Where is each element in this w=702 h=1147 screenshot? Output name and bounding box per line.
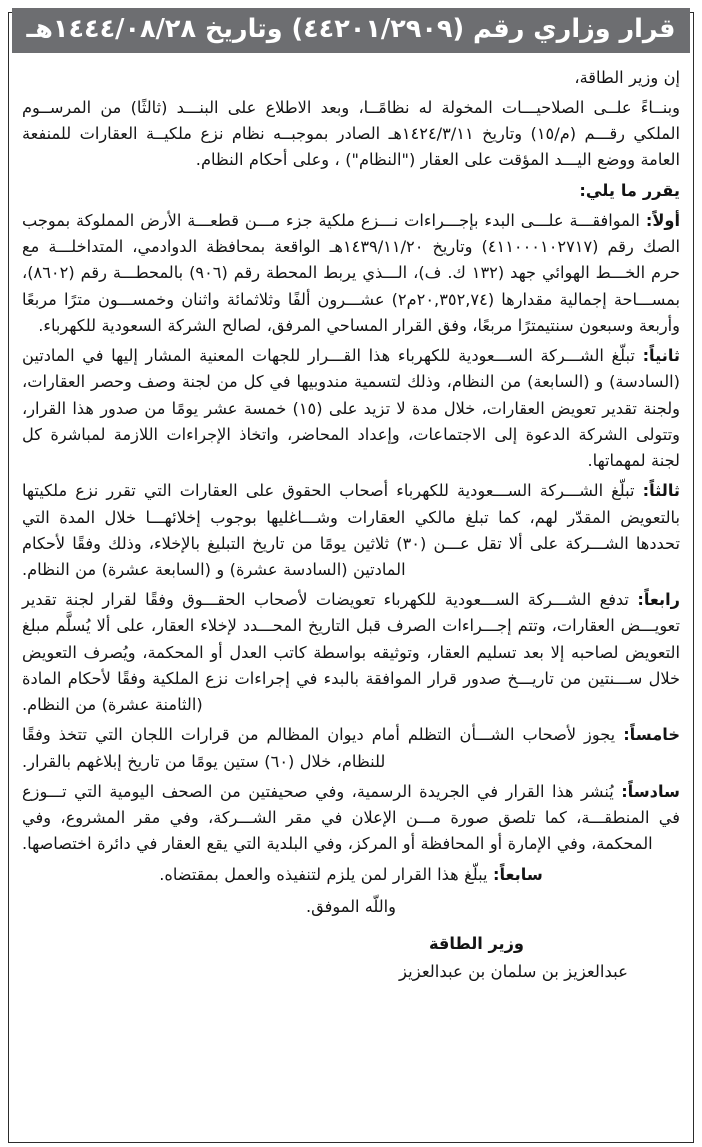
clause-sixth-label: سادساً:	[621, 781, 680, 801]
clause-third-text: تبلّغ الشـــركة الســـعودية للكهرباء أصحاب الحقوق على العقارات التي تقرر نزع ملكيتها بالتعويض المقدّر لهم، كما تبلغ مالكي العقارات وشـــاغليها بوجوب إخلائهـــا خلال المدة التي تحددها الشـــركة على ألا تقل عـــن (٣٠) ثلاثين يومًا من تاريخ التبليغ بالإخلاء، وذلك وفقًا لأحكام المادتين (السادسة عشرة) و (السابعة عشرة) من النظام.	[22, 481, 680, 579]
clause-second	[22, 343, 680, 474]
clause-first-label: أولاً:	[645, 210, 680, 230]
clause-sixth	[22, 779, 680, 858]
clause-third-label: ثالثاً:	[642, 481, 680, 501]
clause-first	[22, 208, 680, 339]
clause-seventh-label: سابعاً:	[492, 864, 543, 884]
clause-seventh-text: يبلّغ هذا القرار لمن يلزم لتنفيذه والعمل بمقتضاه.	[159, 864, 488, 884]
clause-second-text: تبلّغ الشـــركة الســـعودية للكهرباء هذا القـــرار للجهات المعنية المشار إليها في المادتين (السادسة) و (السابعة) من النظام، وذلك لتسمية مندوبيها في كل من لجنة وصف وحصر العقارات، ولجنة تقدير تعويض العقارات، خلال مدة لا تزيد على (١٥) خمسة عشر يومًا من صدور هذا القرار، وتتولى الشركة الدعوة إلى الاجتماعات، وإعداد المحاضر، واتخاذ الإجراءات اللازمة لمباشرة كل لجنة لمهماتها.	[22, 346, 680, 471]
decides-label: يقرر ما يلي:	[579, 180, 680, 200]
signature-name: عبدالعزيز بن سلمان بن عبدالعزيز	[399, 962, 628, 982]
clause-second-label: ثانياً:	[642, 346, 680, 366]
preamble-paragraph: وبنــاءً علــى الصلاحيـــات المخولة له نظامًــا، وبعد الاطلاع على البنـــد (ثالثًا) من المرســوم الملكي رقـــم (م/١٥) وتاريخ ١٤٢٤/٣/١١هـ الصادر بموجبــه نظام نزع ملكيــة العقارات للمنفعة العامة ووضع اليـــد المؤقت على العقار ("النظام") ، وعلى أحكام النظام.	[22, 98, 680, 170]
clause-sixth-text: يُنشر هذا القرار في الجريدة الرسمية، وفي صحيفتين من الصحف اليومية التي تـــوزع في المنطقـــة، كما تلصق صورة مـــن الإعلان في مقر الشـــركة، وفي مقر المشروع، وفي المحكمة، وفي الإمارة أو المحافظة أو المركز، وفي البلدية التي يقع العقار في دائرة اختصاصها.	[22, 781, 680, 854]
decree-title: قرار وزاري رقم (٤٤٢٠١/٢٩٠٩) وتاريخ ١٤٤٤/٠٨/٢٨هـ	[26, 14, 676, 44]
decree-header-bar	[12, 8, 690, 53]
signature-block	[22, 930, 680, 987]
clause-seventh	[22, 862, 680, 888]
clause-fifth-label: خامساً:	[623, 725, 680, 745]
decree-page	[0, 8, 702, 1147]
signature-role: وزير الطاقة	[428, 933, 524, 953]
clause-fifth	[22, 722, 680, 774]
clause-fourth	[22, 587, 680, 718]
clause-fourth-label: رابعاً:	[637, 590, 680, 610]
clause-fourth-text: تدفع الشـــركة الســـعودية للكهرباء تعويضات لأصحاب الحقـــوق وفقًا لقرار لجنة تقدير تعويـــض العقارات، وتتم إجـــراءات الصرف قبل التاريخ المحـــدد لإخلاء العقار، على ألا يُسلَّم مبلغ التعويض لصاحبه إلا بعد تسليم العقار، وتوثيقه بواسطة كاتب العدل أو المحكمة، ويُصرف التعويض خلال ســـنتين من تاريـــخ صدور قرار الموافقة بالبدء في إجراءات نزع الملكية وفقًا لأحكام المادة (الثامنة عشرة) من النظام.	[22, 590, 680, 715]
opening-line: إن وزير الطاقة،	[574, 67, 680, 87]
decree-body	[22, 53, 680, 987]
clause-third	[22, 478, 680, 583]
closing-line: واللّه الموفق.	[306, 896, 396, 916]
clause-fifth-text: يجوز لأصحاب الشـــأن التظلم أمام ديوان المظالم من قرارات اللجان التي تتخذ وفقًا للنظام، خلال (٦٠) ستين يومًا من تاريخ إبلاغهم بالقرار.	[22, 725, 616, 771]
clause-first-text: الموافقـــة علـــى البدء بإجـــراءات نـــزع ملكية جزء مـــن قطعـــة الأرض المملوكة بموجب الصك رقم (٤١١٠٠٠١٠٢٧١٧) وتاريخ ١٤٣٩/١١/٢٠هـ الواقعة بمحافظة الدوادمي، المتداخلـــة مع حرم الخـــط الهوائي جهد (١٣٢ ك. ف)، الـــذي يربط المحطة رقم (٩٠٦) بالمحطـــة رقم (٨٦٠٢)، بمســـاحة إجمالية مقدارها (٢٠,٣٥٢,٧٤م٢) عشـــرون ألفًا وثلاثمائة واثنان وخمســـون مترًا مربعًا وأربعة وسبعون سنتيمترًا مربعًا، وفق القرار المساحي المرفق، لصالح الشركة السعودية للكهرباء.	[22, 210, 680, 335]
